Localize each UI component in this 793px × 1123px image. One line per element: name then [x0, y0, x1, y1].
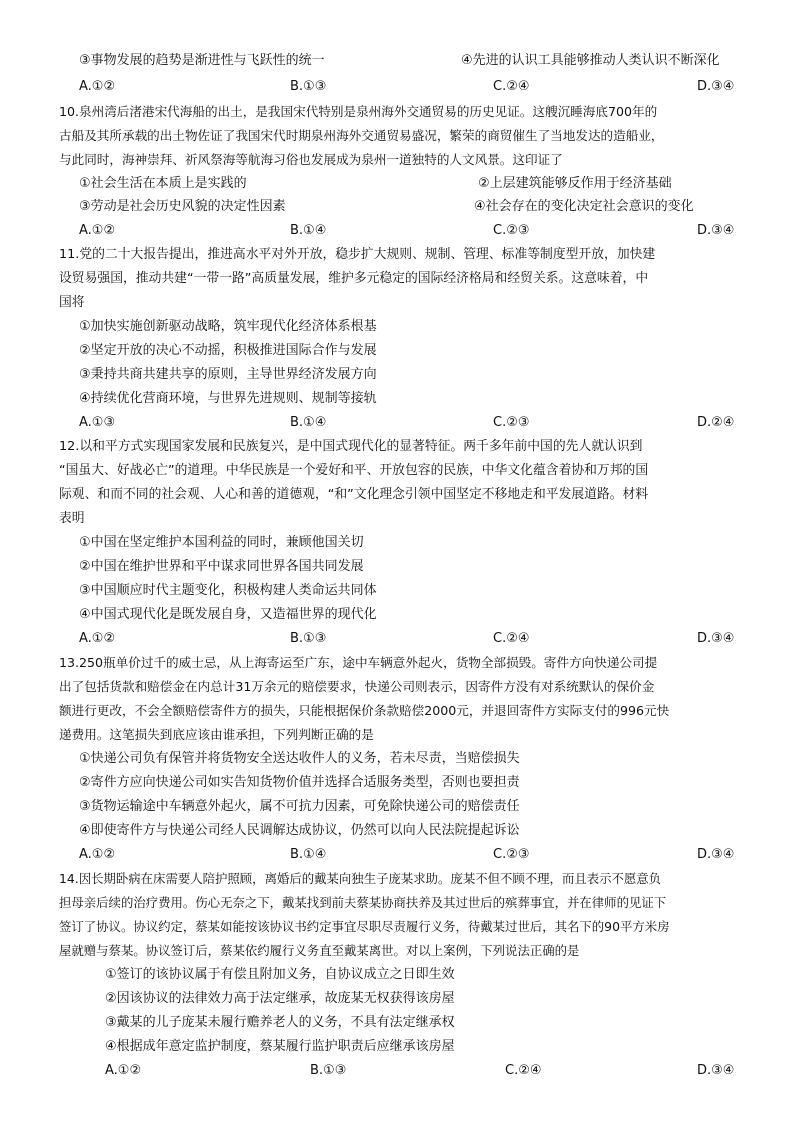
q9-statement-4: ④先进的认识工具能够推动人类认识不断深化 — [461, 53, 720, 68]
q14-stem-line-4: 屋就赠与蔡某。协议签订后，蔡某依约履行义务直至戴某离世。对以上案例，下列说法正确的是 — [59, 943, 580, 958]
q9-option-d: D.③④ — [697, 79, 735, 94]
q14-option-b: B.①③ — [310, 1063, 347, 1078]
q12-statement-3: ③中国顺应时代主题变化，积极构建人类命运共同体 — [79, 583, 377, 598]
q10-stem-line-1: 10.泉州湾后渚港宋代海船的出土，是我国宋代特别是泉州海外交通贸易的历史见证。这艘沉睡海底700年的 — [59, 104, 658, 119]
q14-option-c: C.②④ — [505, 1063, 542, 1078]
q10-option-c: C.②③ — [493, 223, 530, 238]
q10-option-b: B.①④ — [290, 223, 327, 238]
q14-option-a: A.①② — [105, 1063, 142, 1078]
q12-stem-line-3: 际观、和而不同的社会观、人心和善的道德观，“和”文化理念引领中国坚定不移地走和平发展道路。材料 — [59, 487, 649, 502]
q11-stem-line-2: 设贸易强国，推动共建“一带一路”高质量发展，维护多元稳定的国际经济格局和经贸关系。这意味着，中 — [59, 271, 649, 286]
q12-stem-line-4: 表明 — [59, 511, 85, 526]
q11-statement-3: ③秉持共商共建共享的原则，主导世界经济发展方向 — [79, 367, 377, 382]
q13-statement-1: ①快递公司负有保管并将货物安全送达收件人的义务，若未尽责，当赔偿损失 — [79, 751, 520, 766]
q14-stem-line-1: 14.因长期卧病在床需要人陪护照顾，离婚后的戴某向独生子庞某求助。庞某不但不顾不理，而且表示不愿意负 — [59, 871, 662, 886]
q13-statement-4: ④即使寄件方与快递公司经人民调解达成协议，仍然可以向人民法院提起诉讼 — [79, 823, 520, 838]
q10-option-d: D.③④ — [697, 223, 735, 238]
q9-option-c: C.②④ — [493, 79, 530, 94]
q12-option-a: A.①② — [79, 631, 116, 646]
q14-statement-1: ①签订的该协议属于有偿且附加义务，自协议成立之日即生效 — [105, 967, 455, 982]
q12-stem-line-2: “国虽大、好战必亡”的道理。中华民族是一个爱好和平、开放包容的民族，中华文化蕴含着协和万邦的国 — [59, 463, 649, 478]
q10-stem-line-2: 古船及其所承载的出土物佐证了我国宋代时期泉州海外交通贸易盛况，繁荣的商贸催生了当地发达的造船业， — [59, 128, 664, 143]
q10-option-a: A.①② — [79, 223, 116, 238]
q14-statement-2: ②因该协议的法律效力高于法定继承，故庞某无权获得该房屋 — [105, 991, 455, 1006]
q11-stem-line-3: 国将 — [59, 295, 85, 310]
q13-option-c: C.②③ — [493, 847, 530, 862]
q9-statement-3: ③事物发展的趋势是渐进性与飞跃性的统一 — [79, 53, 325, 68]
q13-stem-line-4: 递费用。这笔损失到底应该由谁承担，下列判断正确的是 — [59, 727, 374, 742]
q14-option-d: D.③④ — [697, 1063, 735, 1078]
q13-option-b: B.①④ — [290, 847, 327, 862]
q12-statement-4: ④中国式现代化是既发展自身，又造福世界的现代化 — [79, 607, 377, 622]
q14-stem-line-3: 签订了协议。协议约定，蔡某如能按该协议书约定事宜尽职尽责履行义务，待戴某过世后，其名下的90平方米房 — [59, 919, 670, 934]
q12-statement-1: ①中国在坚定维护本国利益的同时，兼顾他国关切 — [79, 535, 364, 550]
q11-option-d: D.②④ — [697, 415, 735, 430]
q10-statement-1: ①社会生活在本质上是实践的 — [79, 176, 247, 191]
q14-statement-4: ④根据成年意定监护制度，蔡某履行监护职责后应继承该房屋 — [105, 1039, 455, 1054]
q10-stem-line-3: 与此同时，海神崇拜、祈风祭海等航海习俗也发展成为泉州一道独特的人文风景。这印证了 — [59, 152, 563, 167]
q12-option-c: C.②④ — [493, 631, 530, 646]
q10-statement-4: ④社会存在的变化决定社会意识的变化 — [474, 199, 694, 214]
q10-statement-3: ③劳动是社会历史风貌的决定性因素 — [79, 199, 286, 214]
q11-stem-line-1: 11.党的二十大报告提出，推进高水平对外开放，稳步扩大规则、规制、管理、标准等制度型开放，加快建 — [59, 247, 656, 262]
q13-statement-2: ②寄件方应向快递公司如实告知货物价值并选择合适服务类型，否则也要担责 — [79, 775, 520, 790]
q11-option-c: C.②③ — [493, 415, 530, 430]
q9-option-a: A.①② — [79, 79, 116, 94]
q11-statement-1: ①加快实施创新驱动战略，筑牢现代化经济体系根基 — [79, 319, 377, 334]
q12-option-d: D.③④ — [697, 631, 735, 646]
q13-stem-line-3: 额进行更改，不会全额赔偿寄件方的损失，只能根据保价条款赔偿2000元，并退回寄件方实际支付的996元快 — [59, 703, 670, 718]
q13-stem-line-1: 13.250瓶单价过千的威士忌，从上海寄运至广东，途中车辆意外起火，货物全部损毁。寄件方向快递公司提 — [59, 655, 658, 670]
q11-option-b: B.①④ — [290, 415, 327, 430]
q12-statement-2: ②中国在维护世界和平中谋求同世界各国共同发展 — [79, 559, 364, 574]
q11-statement-4: ④持续优化营商环境，与世界先进规则、规制等接轨 — [79, 391, 377, 406]
q13-statement-3: ③货物运输途中车辆意外起火，属不可抗力因素，可免除快递公司的赔偿责任 — [79, 799, 520, 814]
q12-stem-line-1: 12.以和平方式实现国家发展和民族复兴，是中国式现代化的显著特征。两千多年前中国的先人就认识到 — [59, 439, 643, 454]
q11-statement-2: ②坚定开放的决心不动摇，积极推进国际合作与发展 — [79, 343, 377, 358]
q13-stem-line-2: 出了包括货款和赔偿金在内总计31万余元的赔偿要求，快递公司则表示，因寄件方没有对系统默认的保价金 — [59, 679, 655, 694]
q11-option-a: A.①③ — [79, 415, 116, 430]
q12-option-b: B.①③ — [290, 631, 327, 646]
q13-option-a: A.①② — [79, 847, 116, 862]
q13-option-d: D.③④ — [697, 847, 735, 862]
q10-statement-2: ②上层建筑能够反作用于经济基础 — [478, 176, 672, 191]
q14-statement-3: ③戴某的儿子庞某未履行赡养老人的义务，不具有法定继承权 — [105, 1015, 455, 1030]
q14-stem-line-2: 担母亲后续的治疗费用。伤心无奈之下，戴某找到前夫蔡某协商扶养及其过世后的殡葬事宜，并在律师的见证下 — [59, 895, 667, 910]
q9-option-b: B.①③ — [290, 79, 327, 94]
